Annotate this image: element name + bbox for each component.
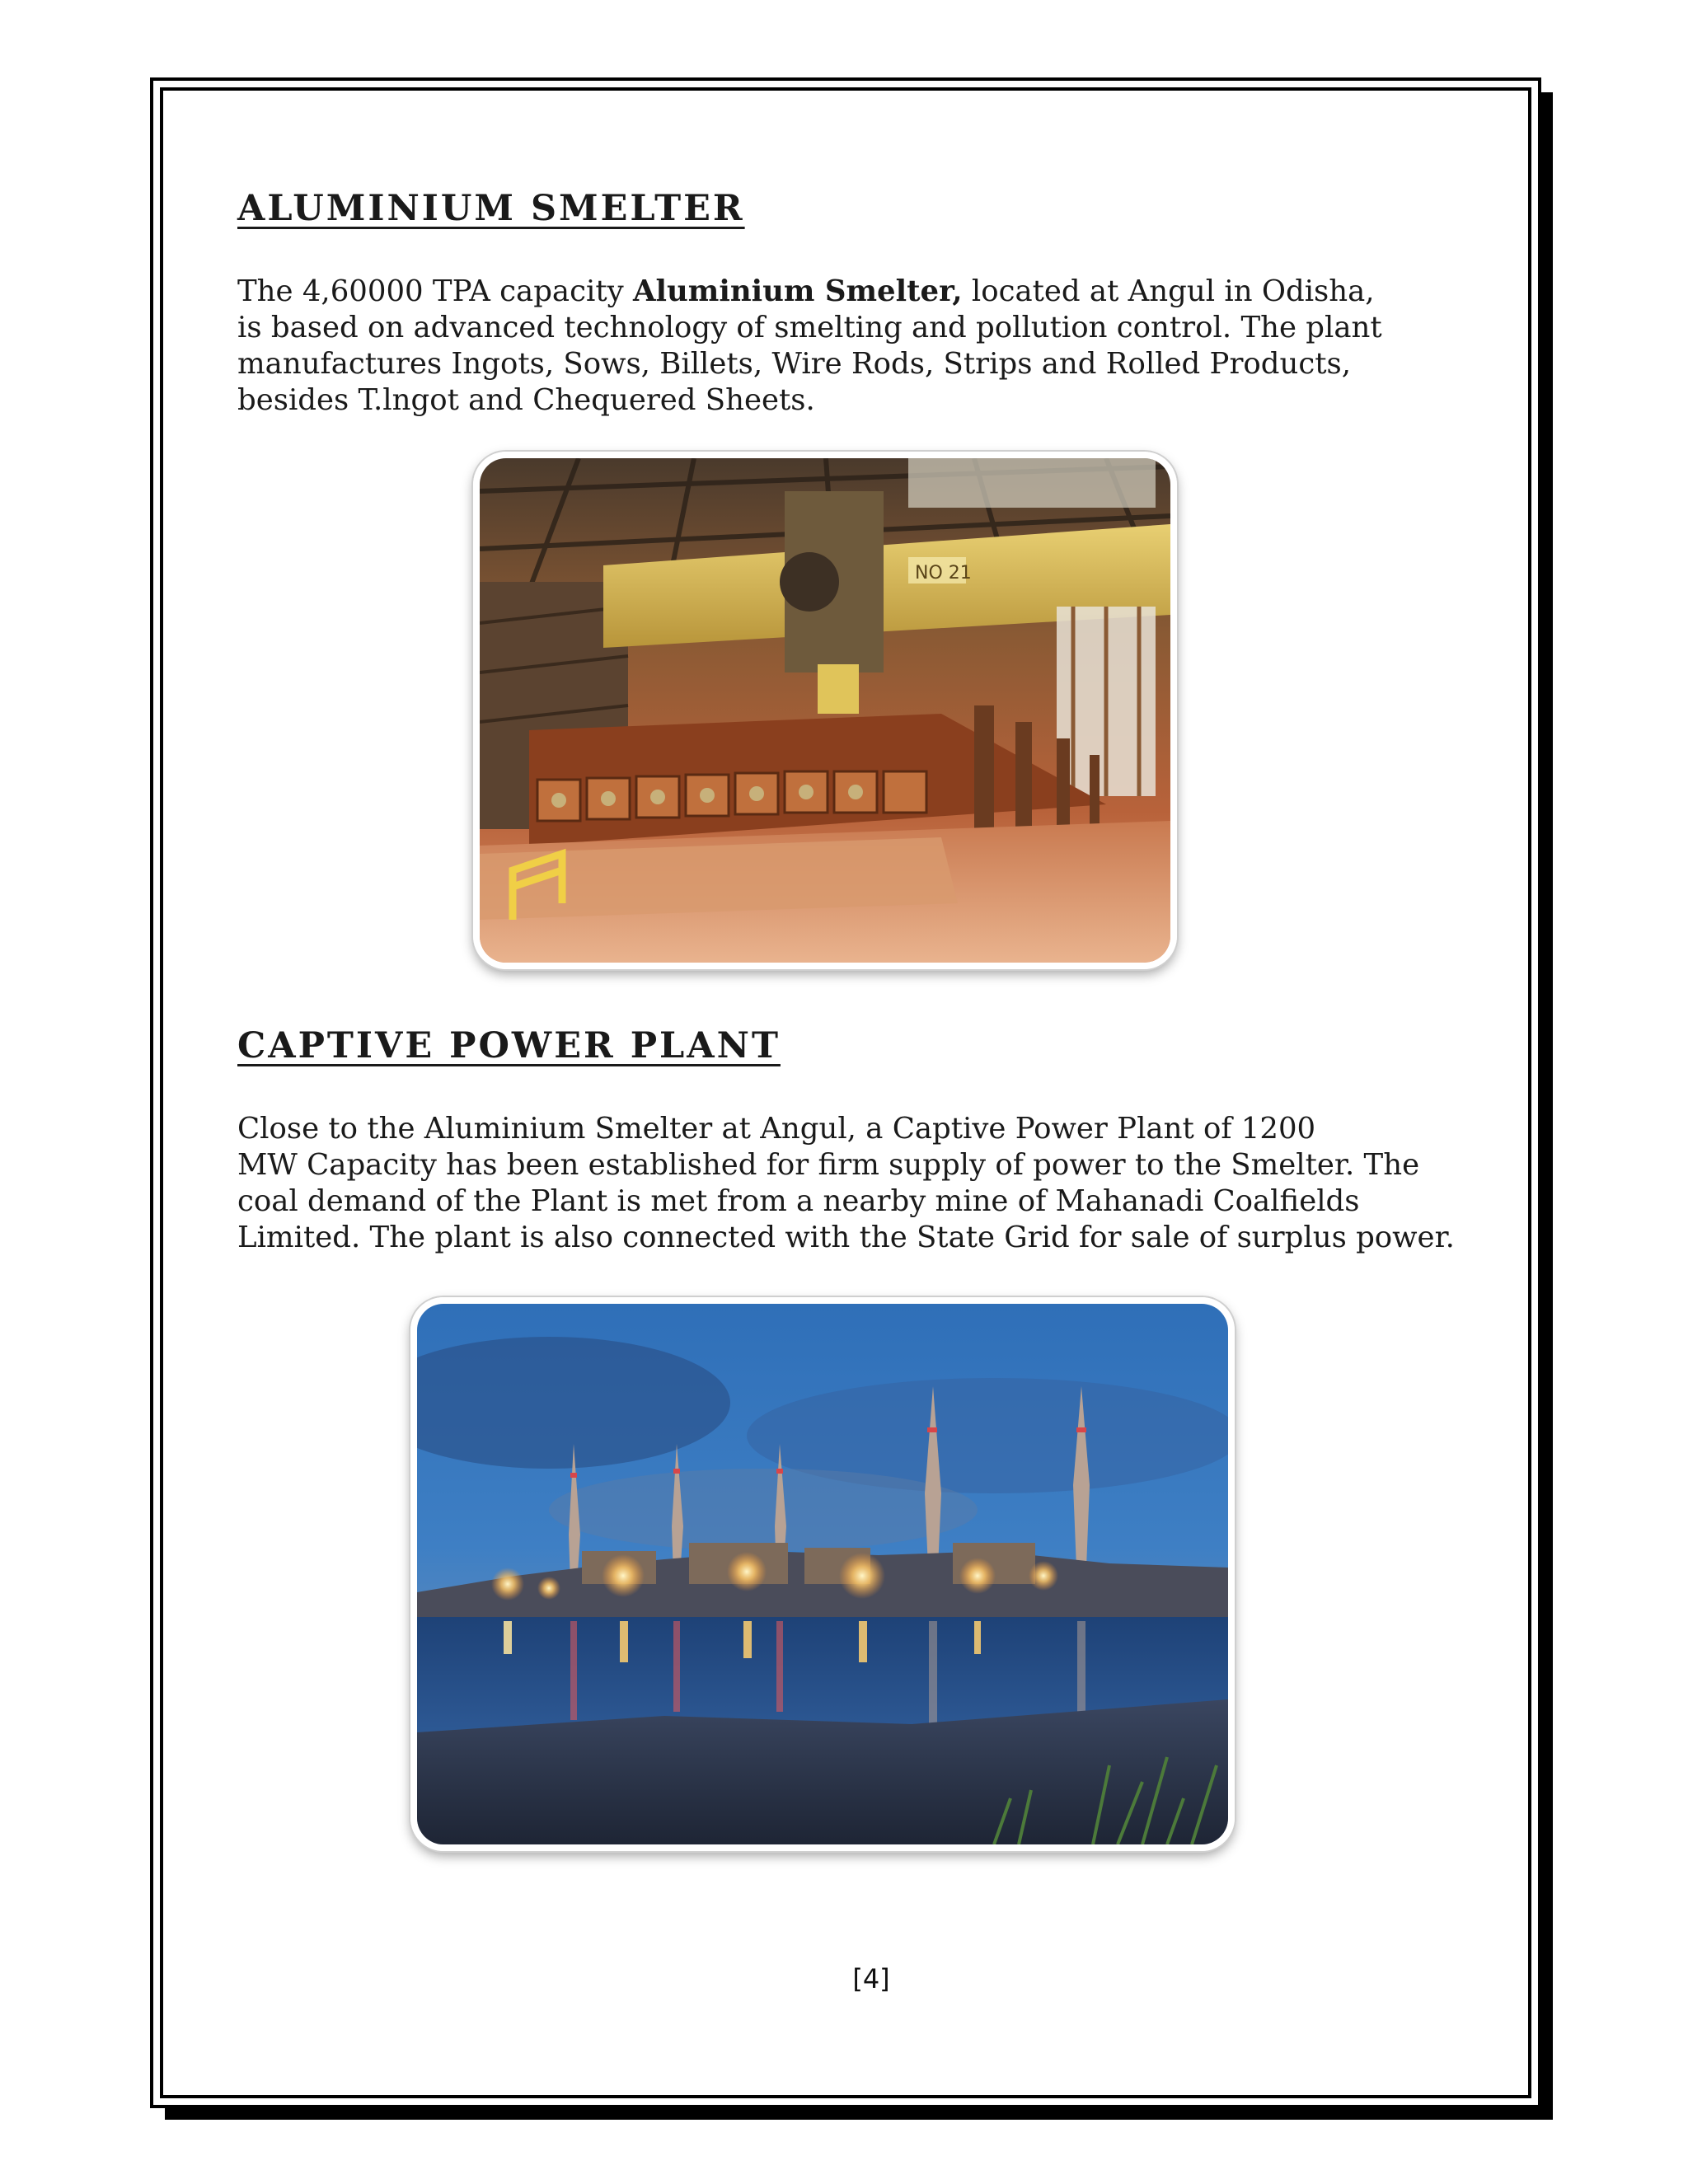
- power-plant-photo-art: [417, 1304, 1228, 1844]
- paragraph-line: The 4,60000 TPA capacity Aluminium Smelter, located at Angul in Odisha,: [237, 274, 1375, 308]
- paragraph-line: Close to the Aluminium Smelter at Angul, a Captive Power Plant of 1200: [237, 1112, 1316, 1146]
- captive-power-plant-photo: [410, 1297, 1235, 1851]
- page-number: [4]: [852, 1963, 890, 1994]
- svg-text:NO 21: NO 21: [915, 563, 972, 583]
- bold-term: Aluminium Smelter,: [632, 274, 963, 308]
- section-heading-captive-power-plant: CAPTIVE POWER PLANT: [237, 1025, 781, 1066]
- paragraph-line: MW Capacity has been established for firm supply of power to the Smelter. The: [237, 1148, 1420, 1182]
- aluminium-smelter-photo: [473, 452, 1177, 969]
- paragraph-line: Limited. The plant is also connected with the State Grid for sale of surplus power.: [237, 1221, 1455, 1254]
- paragraph-line: manufactures Ingots, Sows, Billets, Wire Rods, Strips and Rolled Products,: [237, 347, 1352, 381]
- paragraph-line: coal demand of the Plant is met from a nearby mine of Mahanadi Coalfields: [237, 1184, 1360, 1218]
- aluminium-smelter-paragraph: [237, 274, 1507, 419]
- paragraph-line: is based on advanced technology of smelting and pollution control. The plant: [237, 311, 1382, 344]
- paragraph-line: besides T.lngot and Chequered Sheets.: [237, 383, 815, 417]
- section-heading-aluminium-smelter: ALUMINIUM SMELTER: [237, 188, 745, 229]
- smelter-photo-art: [480, 458, 1170, 963]
- captive-power-plant-paragraph: [237, 1111, 1507, 1256]
